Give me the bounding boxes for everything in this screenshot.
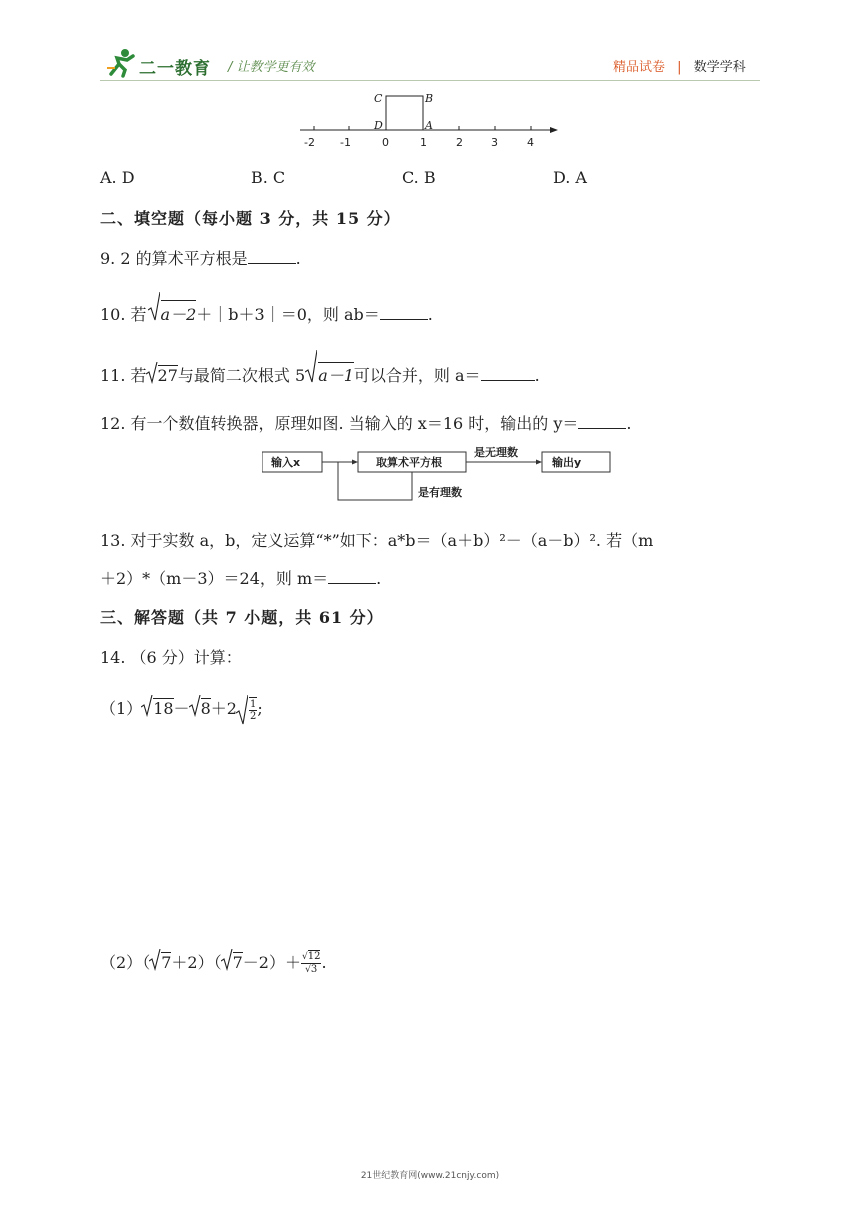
radical-sign-icon bbox=[305, 350, 317, 384]
p1-radicand-2: 8 bbox=[200, 699, 211, 718]
radical-sign-icon bbox=[236, 695, 248, 725]
p2-end: . bbox=[321, 953, 327, 972]
p1-end: ; bbox=[257, 699, 263, 718]
process-label: 取算术平方根 bbox=[376, 456, 442, 469]
answer-blank bbox=[481, 366, 535, 381]
logo bbox=[105, 48, 225, 78]
radical bbox=[149, 300, 197, 325]
answer-blank bbox=[328, 569, 376, 584]
question-10 bbox=[100, 300, 433, 325]
p1-denominator: 2 bbox=[249, 711, 257, 722]
radical bbox=[142, 698, 173, 718]
question-9 bbox=[100, 246, 301, 269]
p1-op1: － bbox=[173, 699, 190, 718]
tick-label: -1 bbox=[340, 136, 351, 149]
axis-arrow bbox=[550, 127, 558, 133]
option-a: A. D bbox=[100, 168, 135, 187]
q11-end: . bbox=[534, 366, 540, 385]
tick-label: 2 bbox=[456, 136, 463, 149]
section-2-title: 二、填空题（每小题 3 分，共 15 分） bbox=[100, 209, 401, 228]
q10-end: . bbox=[427, 305, 433, 324]
question-14-title: 14. （6 分）计算： bbox=[100, 648, 242, 667]
header-right bbox=[613, 56, 746, 75]
logo-text: 二一教育 bbox=[139, 59, 211, 79]
point-b-label: B bbox=[425, 92, 434, 105]
option-d: D. A bbox=[553, 168, 587, 187]
radical bbox=[237, 697, 257, 722]
fraction bbox=[301, 951, 321, 976]
p2-open1: （ bbox=[142, 953, 151, 972]
radical-sign-icon bbox=[146, 362, 158, 384]
q11-radicand-1: 27 bbox=[157, 366, 178, 385]
p1-radicand-1: 18 bbox=[153, 699, 174, 718]
radical-sign-icon bbox=[148, 292, 160, 322]
output-label: 输出y bbox=[552, 456, 582, 469]
answer-blank bbox=[578, 414, 626, 429]
radical bbox=[306, 362, 354, 386]
square bbox=[386, 96, 423, 130]
section-3-title: 三、解答题（共 7 小题，共 61 分） bbox=[100, 608, 384, 627]
input-label: 输入x bbox=[271, 456, 301, 469]
question-11 bbox=[100, 362, 540, 386]
question-13-line-2 bbox=[100, 566, 381, 589]
irrational-label: 是无理数 bbox=[474, 446, 518, 459]
p2-numerator: √12 bbox=[301, 951, 321, 962]
p2-mid2: －2）＋ bbox=[242, 953, 301, 972]
point-a-label: A bbox=[425, 119, 433, 132]
option-c: C. B bbox=[402, 168, 436, 187]
point-d-label: D bbox=[374, 119, 383, 132]
tick-label: 3 bbox=[491, 136, 498, 149]
radical bbox=[147, 365, 178, 385]
q11-mid2: 可以合并，则 a＝ bbox=[353, 366, 481, 385]
tick-label: 1 bbox=[420, 136, 427, 149]
runner-icon bbox=[105, 48, 137, 78]
part-2-label: （2） bbox=[100, 953, 143, 972]
q11-prefix: 11. 若 bbox=[100, 366, 147, 385]
radical bbox=[222, 952, 243, 972]
radical-sign-icon bbox=[221, 949, 233, 971]
answer-blank bbox=[248, 249, 296, 264]
arrowhead bbox=[536, 460, 542, 465]
q11-mid1: 与最简二次根式 5 bbox=[177, 366, 306, 385]
question-14-part-2 bbox=[100, 950, 327, 976]
rational-label: 是有理数 bbox=[418, 486, 462, 499]
tick-label: 0 bbox=[382, 136, 389, 149]
number-line-figure bbox=[296, 88, 566, 152]
p2-denominator: √3 bbox=[305, 964, 318, 975]
radical-sign-icon bbox=[149, 949, 161, 971]
question-13-line-1: 13. 对于实数 a，b，定义运算“*”如下：a*b＝（a＋b）²－（a－b）². 若（m bbox=[100, 531, 654, 550]
q10-mid: ＋｜b＋3｜＝0，则 ab＝ bbox=[196, 305, 380, 324]
q12-end: . bbox=[626, 414, 632, 433]
q9-text: 9. 2 的算术平方根是 bbox=[100, 249, 248, 268]
question-14-part-1 bbox=[100, 696, 263, 722]
premium-label: 精品试卷 bbox=[613, 60, 666, 75]
radical-sign-icon bbox=[189, 695, 201, 717]
p2-den-radicand: 3 bbox=[310, 964, 318, 975]
p1-op2: ＋2 bbox=[210, 699, 237, 718]
point-c-label: C bbox=[374, 92, 383, 105]
q13-line2: ＋2）*（m－3）＝24，则 m＝ bbox=[100, 569, 329, 588]
q10-prefix: 10. 若 bbox=[100, 305, 147, 324]
p2-mid1: ＋2）（ bbox=[171, 953, 222, 972]
q13-end: . bbox=[376, 569, 382, 588]
radical-sign-icon bbox=[141, 695, 153, 717]
q11-radicand-2: a－1 bbox=[318, 362, 354, 386]
arrowhead bbox=[352, 460, 358, 465]
q9-end: . bbox=[295, 249, 301, 268]
p2-radicand-2: 7 bbox=[232, 953, 243, 972]
header-separator: | bbox=[677, 60, 682, 75]
q10-radicand: a－2 bbox=[161, 300, 197, 325]
p2-num-radicand: 12 bbox=[307, 951, 321, 962]
option-b: B. C bbox=[251, 168, 286, 187]
p2-radicand-1: 7 bbox=[161, 953, 172, 972]
tick-label: -2 bbox=[304, 136, 315, 149]
answer-blank bbox=[380, 305, 428, 320]
footer: 21世纪教育网(www.21cnjy.com) bbox=[360, 1171, 500, 1181]
header-rule bbox=[100, 80, 760, 81]
converter-flowchart bbox=[262, 444, 622, 510]
radical bbox=[150, 952, 171, 972]
subject-label: 数学学科 bbox=[693, 60, 746, 75]
p1-numerator: 1 bbox=[249, 699, 257, 710]
radical bbox=[190, 698, 211, 718]
q12-text: 12. 有一个数值转换器，原理如图. 当输入的 x＝16 时，输出的 y＝ bbox=[100, 414, 579, 433]
tick-label: 4 bbox=[527, 136, 534, 149]
question-12 bbox=[100, 411, 631, 434]
slogan: / 让教学更有效 bbox=[228, 60, 315, 75]
part-1-label: （1） bbox=[100, 699, 143, 718]
fraction bbox=[249, 697, 257, 722]
